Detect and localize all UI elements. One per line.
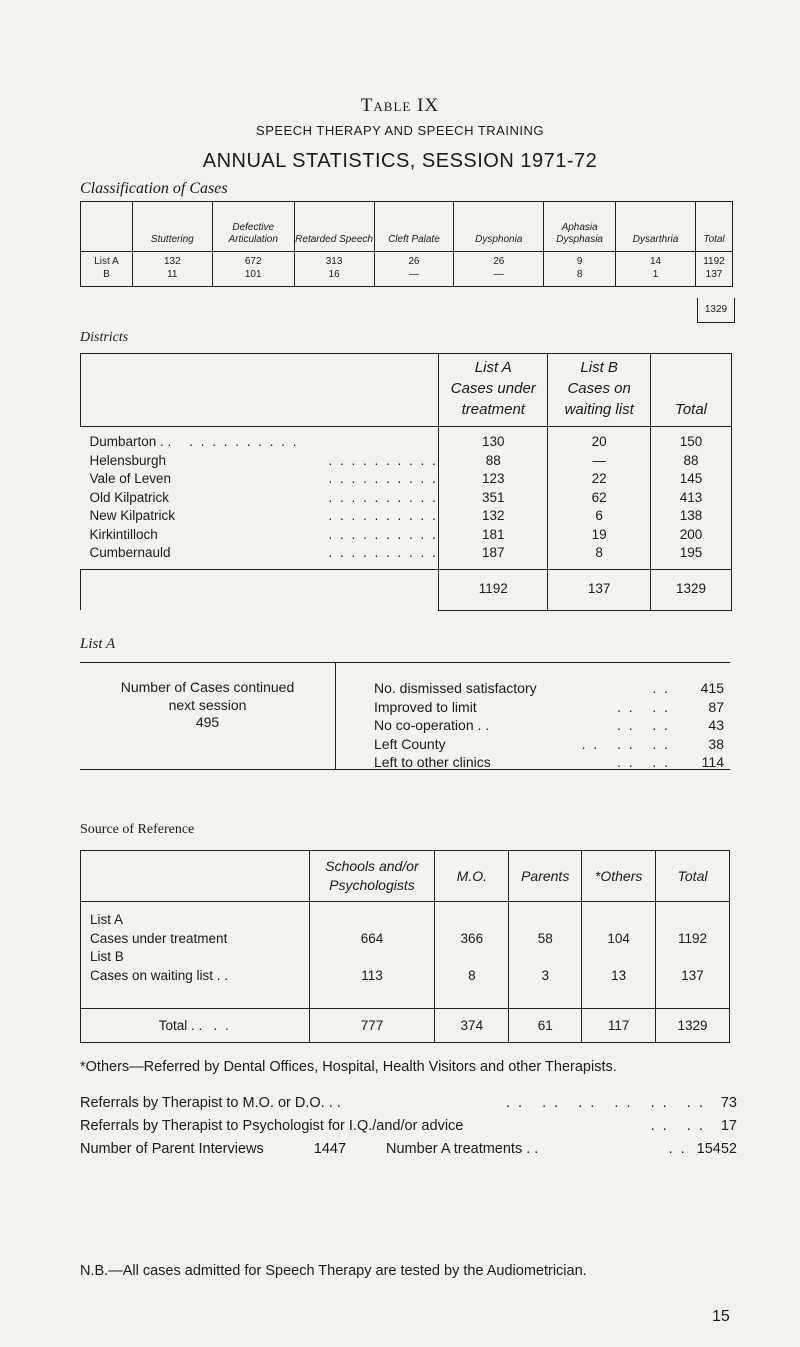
classification-heading: Classification of Cases [80, 180, 228, 197]
district-list-a: 132 [439, 507, 548, 526]
source-table [80, 850, 730, 1043]
classification-header-row [81, 202, 733, 252]
col-aphasia: Aphasia Dysphasia [544, 202, 616, 252]
classification-table [80, 201, 733, 287]
col-district-total: Total [651, 354, 732, 427]
source-total-label: Total . . . . [81, 1009, 310, 1043]
source-others-values: 104 13 [582, 902, 656, 1009]
district-row [81, 526, 732, 545]
col-schools: Schools and/or Psychologists [309, 851, 435, 902]
classification-grand-total: 1329 [697, 298, 735, 323]
outcome-row: Left to other clinics . . . . 114 [374, 754, 724, 771]
col-others: *Others [582, 851, 656, 902]
districts-total-list-b: 137 [548, 569, 651, 610]
col-source-total: Total [656, 851, 730, 902]
source-header-row [81, 851, 730, 902]
district-total: 145 [651, 470, 732, 489]
source-corner [81, 851, 310, 902]
referral-mo-label: Referrals by Therapist to M.O. or D.O. . . [80, 1095, 341, 1111]
source-total-parents: 61 [509, 1009, 582, 1043]
col-parents: Parents [509, 851, 582, 902]
parent-interviews-label: Number of Parent Interviews [80, 1141, 264, 1157]
district-total: 150 [651, 427, 732, 452]
source-body-row [81, 902, 730, 1009]
district-list-b: 19 [548, 526, 651, 545]
list-a-divider [335, 663, 336, 769]
source-heading: Source of Reference [80, 822, 195, 837]
district-total: 200 [651, 526, 732, 545]
continued-cases: Number of Cases continued next session 495 [120, 679, 295, 730]
district-name: Dumbarton . . . . . . . . . . . . [89, 434, 299, 449]
nota-bene: N.B.—All cases admitted for Speech Therapy are tested by the Audiometrician. [80, 1263, 587, 1279]
classification-data-row [81, 252, 733, 287]
source-grand-total: 1329 [656, 1009, 730, 1043]
classification-corner [81, 202, 133, 252]
district-list-b: 20 [548, 427, 651, 452]
referral-psych-row [80, 1118, 737, 1134]
district-row [81, 470, 732, 489]
district-total: 88 [651, 452, 732, 471]
district-list-b: 62 [548, 489, 651, 508]
page-number: 15 [712, 1308, 730, 1325]
districts-header-row [81, 354, 732, 427]
district-list-a: 130 [439, 427, 548, 452]
col-list-a: List A Cases under treatment [439, 354, 548, 427]
district-name: Kirkintilloch . . . . . . . . . . [89, 526, 438, 542]
district-row [81, 489, 732, 508]
cell-defective-articulation: 672 101 [212, 252, 294, 287]
district-row [81, 507, 732, 526]
referral-mo-row [80, 1095, 737, 1111]
source-mo-values: 366 8 [435, 902, 509, 1009]
referral-psych-label: Referrals by Therapist to Psychologist for I.Q./and/or advice [80, 1118, 464, 1134]
district-list-b: 6 [548, 507, 651, 526]
district-total: 138 [651, 507, 732, 526]
outcomes-list [374, 679, 724, 772]
cell-aphasia: 9 8 [544, 252, 616, 287]
districts-heading: Districts [80, 330, 129, 345]
district-list-a: 123 [439, 470, 548, 489]
district-list-a: 351 [439, 489, 548, 508]
report-title: ANNUAL STATISTICS, SESSION 1971-72 [202, 150, 598, 172]
source-row-labels: List A Cases under treatment List B Cases on waiting list . . [81, 902, 310, 1009]
table-title: Table IX [360, 95, 440, 116]
referral-mo-value: 73 [720, 1095, 737, 1111]
cell-retarded-speech: 313 16 [294, 252, 374, 287]
outcome-row: No co-operation . . . . . . 43 [374, 717, 724, 734]
cell-stuttering: 132 11 [132, 252, 212, 287]
districts-total-blank [81, 569, 439, 610]
treatments-value: 15452 [696, 1141, 737, 1157]
cell-dysphonia: 26 — [454, 252, 544, 287]
col-total: Total [696, 202, 733, 252]
referral-psych-dots: . . . . [650, 1118, 705, 1134]
col-retarded-speech: Retarded Speech [294, 202, 374, 252]
district-list-a: 181 [439, 526, 548, 545]
report-subtitle: SPEECH THERAPY AND SPEECH TRAINING [256, 123, 544, 138]
cell-total: 1192 137 [696, 252, 733, 287]
treatments-dots: . . [668, 1141, 687, 1157]
district-row [81, 544, 732, 569]
districts-total-list-a: 1192 [439, 569, 548, 610]
district-name: Cumbernauld . . . . . . . . . . [89, 545, 438, 560]
interviews-row [80, 1141, 737, 1157]
district-name: Helensburgh . . . . . . . . . . [89, 452, 438, 468]
districts-total-row [81, 569, 732, 610]
source-total-others: 117 [582, 1009, 656, 1043]
list-a-summary [80, 662, 730, 770]
cell-dysarthria: 14 1 [616, 252, 696, 287]
district-list-b: 8 [548, 544, 651, 569]
district-name: Old Kilpatrick . . . . . . . . . . [89, 489, 438, 505]
outcome-row: Left County . . . . . . 38 [374, 735, 724, 752]
treatments-label: Number A treatments . . [386, 1141, 539, 1157]
list-a-heading: List A [80, 636, 116, 652]
district-row [81, 452, 732, 471]
district-list-b: — [548, 452, 651, 471]
col-dysarthria: Dysarthria [616, 202, 696, 252]
row-labels: List A B [81, 252, 133, 287]
district-row [81, 427, 732, 452]
referral-mo-dots: . . . . . . . . . . . . [505, 1095, 705, 1111]
district-list-a: 88 [439, 452, 548, 471]
col-mo: M.O. [435, 851, 509, 902]
outcome-row: Improved to limit . . . . 87 [374, 698, 724, 715]
districts-corner [81, 354, 439, 427]
parent-interviews-value: 1447 [313, 1141, 347, 1157]
source-total-row [81, 1009, 730, 1043]
district-total: 413 [651, 489, 732, 508]
col-cleft-palate: Cleft Palate [374, 202, 454, 252]
district-name: Vale of Leven . . . . . . . . . . [89, 471, 438, 486]
districts-table [80, 353, 732, 611]
source-total-values: 1192 137 [656, 902, 730, 1009]
source-schools-values: 664 113 [309, 902, 435, 1009]
source-parents-values: 58 3 [509, 902, 582, 1009]
district-total: 195 [651, 544, 732, 569]
col-defective-articulation: Defective Articulation [212, 202, 294, 252]
source-total-schools: 777 [309, 1009, 435, 1043]
source-total-mo: 374 [435, 1009, 509, 1043]
others-footnote: *Others—Referred by Dental Offices, Hospital, Health Visitors and other Therapists. [80, 1059, 617, 1075]
outcome-row: No. dismissed satisfactory . . 415 [374, 680, 724, 696]
district-list-a: 187 [439, 544, 548, 569]
col-dysphonia: Dysphonia [454, 202, 544, 252]
cell-cleft-palate: 26 — [374, 252, 454, 287]
district-name: New Kilpatrick . . . . . . . . . . [89, 508, 438, 523]
district-list-b: 22 [548, 470, 651, 489]
col-stuttering: Stuttering [132, 202, 212, 252]
districts-grand-total: 1329 [651, 569, 732, 610]
col-list-b: List B Cases on waiting list [548, 354, 651, 427]
referral-psych-value: 17 [720, 1118, 737, 1134]
